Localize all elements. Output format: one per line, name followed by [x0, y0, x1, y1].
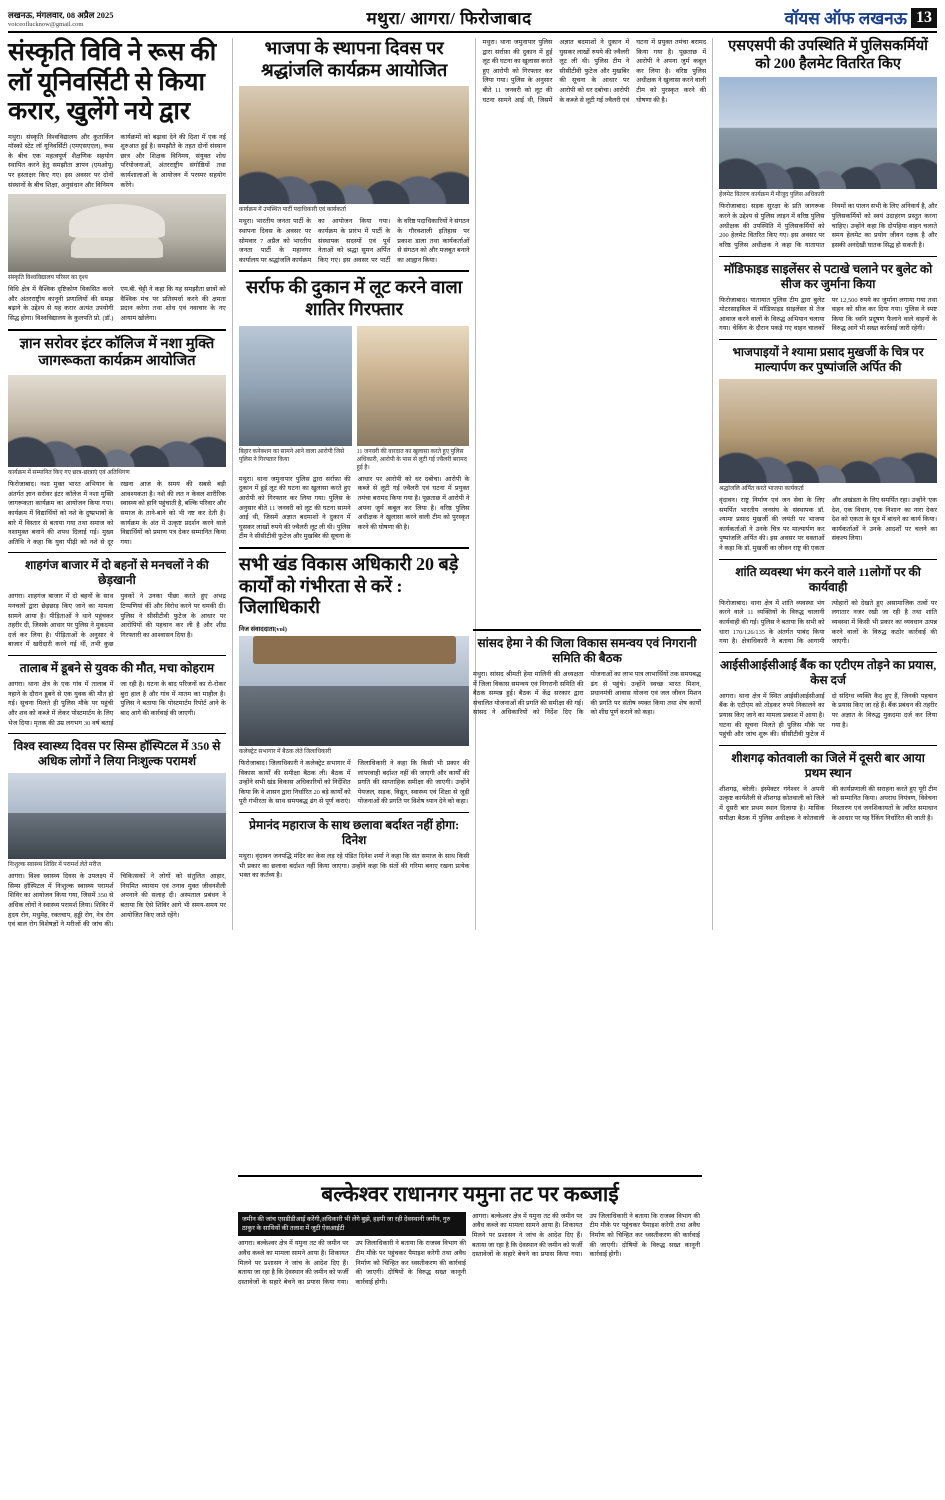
lead-body-text-2: विधि क्षेत्र में वैश्विक दृष्टिकोण विकसित करने और अंतरराष्ट्रीय कानूनी प्रणालियों की समझ बढ़ाने के उद्देश्य से यह करार अत्यंत उपयोगी सिद्ध होगा। विश्वविद्यालय के कुलपति प्रो. (डॉ.) एम.बी. चेट्टी ने कहा कि यह समझौता छात्रों को वैश्विक मंच पर प्रतिस्पर्धा करने की क्षमता प्रदान करेगा तथा शोध एवं नवाचार के नए आयाम खोलेगा।	[8, 286, 226, 323]
health-day-text: आगरा। विश्व स्वास्थ्य दिवस के उपलक्ष्य में सिम्स हॉस्पिटल में निःशुल्क स्वास्थ्य परामर्श शिविर का आयोजन किया गया, जिसमें 350 से अधिक लोगों ने स्वास्थ्य परामर्श लिया। शिविर में हृदय रोग, मधुमेह, रक्तचाप, हड्डी रोग, नेत्र रोग एवं बाल रोग विशेषज्ञों ने मरीजों की जांच की। चिकित्सकों ने लोगों को संतुलित आहार, नियमित व्यायाम एवं तनाव मुक्त जीवनशैली अपनाने की सलाह दी। अस्पताल प्रबंधन ने बताया कि ऐसे शिविर आगे भी समय-समय पर आयोजित किए जाते रहेंगे।	[8, 873, 226, 929]
soap-shop-caption-left: बिहार कनेक्शन का सामने आने वाला आरोपी जिसे पुलिस ने गिरफ्तार किया	[238, 448, 345, 463]
gyan-sarovar-body	[8, 480, 226, 547]
order11-headline: शांति व्यवस्था भंग करने वाले 11लोगों पर की कार्यवाही	[735, 564, 921, 594]
edition-title: मथुरा/ आगरा/ फिरोजाबाद	[366, 9, 532, 28]
lead-photo	[8, 194, 226, 272]
balkeshwar-body-left	[238, 1239, 466, 1474]
health-day-body	[8, 872, 226, 930]
bdo-byline: निज संवाददाता(vol)	[238, 625, 287, 633]
shahganj-body	[8, 592, 226, 650]
modified-silencer-text: फिरोजाबाद। यातायात पुलिस टीम द्वारा बुलेट मोटरसाइकिल में मॉडिफाइड साइलेंसर से तेज आवाज करने वालों के विरुद्ध अभियान चलाया गया। चेकिंग के दौरान पकड़े गए वाहन चालकों पर 12,500 रुपये का जुर्माना लगाया गया तथा वाहन को सीज कर दिया गया। पुलिस ने स्पष्ट किया कि ध्वनि प्रदूषण फैलाने वाले वाहनों के विरुद्ध आगे भी सख्त कार्रवाई जारी रहेगी।	[719, 296, 937, 333]
soap-shop-headline: सर्राफ की दुकान में लूट करने वाला शातिर गिरफ्तार	[245, 277, 463, 319]
mla-story-block	[473, 624, 701, 1190]
soap-shop-photo-right	[357, 326, 470, 446]
icici-headline: आईसीआईसीआई बैंक का एटीएम तोड़ने का प्रयास, केस दर्ज	[719, 657, 937, 687]
bjp-shyama-headline: भाजपाइयों ने श्यामा प्रसाद मुखर्जी के चित्र पर माल्यार्पण कर पुष्पांजलि अर्पित की	[732, 344, 924, 374]
bdo-photo	[239, 636, 470, 746]
gyan-sarovar-headline: ज्ञान सरोवर इंटर कॉलिज में नशा मुक्ति जागरूकता कार्यक्रम आयोजित	[19, 335, 215, 370]
police-helmet-body	[719, 202, 937, 250]
balkeshwar-text-left: आगरा। बल्केश्वर क्षेत्र में यमुना तट की जमीन पर अवैध कब्जे का मामला सामने आया है। शिकायत मिलने पर प्रशासन ने जांच के आदेश दिए हैं। बताया जा रहा है कि देवस्थान की जमीन को फर्जी दस्तावेजों के सहारे बेचने का प्रयास किया गया। उप जिलाधिकारी ने बताया कि राजस्व विभाग की टीम मौके पर पहुंचकर पैमाइश करेगी तथा अवैध निर्माण को चिन्हित कर ध्वस्तीकरण की कार्रवाई की जाएगी। दोषियों के विरुद्ध सख्त कानूनी कार्रवाई होगी।	[238, 1240, 466, 1286]
column-four	[719, 38, 937, 930]
gyan-sarovar-photo	[8, 375, 226, 467]
masthead-right	[785, 6, 937, 29]
police-helmet-caption: हेलमेट वितरण कार्यक्रम में मौजूद पुलिस अधिकारी	[719, 192, 825, 199]
masthead	[8, 6, 937, 33]
bjp-story-text: मथुरा। भारतीय जनता पार्टी के स्थापना दिवस के अवसर पर सोमवार 7 अप्रैल को भारतीय जनता पार्टी के महानगर कार्यालय पर श्रद्धांजलि कार्यक्रम का आयोजन किया गया। कार्यक्रम के प्रारंभ में पार्टी के संस्थापक सदस्यों एवं पूर्व नेताओं को श्रद्धा सुमन अर्पित किए गए। इस अवसर पर पार्टी के वरिष्ठ पदाधिकारियों ने संगठन के गौरवशाली इतिहास पर प्रकाश डाला तथा कार्यकर्ताओं से संगठन को और मजबूत बनाने का आह्वान किया।	[238, 218, 470, 264]
sheeshgarh-text: शीशगढ़, बरेली। इंस्पेक्टर गंगेश्वर ने अपनी उत्कृष्ट कार्यशैली से शीशगढ़ कोतवाली को जिले में दूसरी बार प्रथम स्थान दिलाया है। मासिक समीक्षा बैठक में पुलिस अधीक्षक ने कोतवाली की कार्यप्रणाली की सराहना करते हुए पूरी टीम को सम्मानित किया। अपराध नियंत्रण, विवेचना निस्तारण एवं जनशिकायतों के त्वरित समाधान के आधार पर यह रैंकिंग निर्धारित की जाती है।	[719, 785, 937, 822]
balkeshwar-block	[238, 1170, 702, 1474]
police-helmet-photo	[719, 77, 937, 189]
balkeshwar-strip: जमीन की जांच एसडीडीआई करेंगी,अधिकारी भी लेंगे बुझे, हड़पी जा रही देवस्थानी जमीन, गुरु ठाकुर के साथियों की तलाश में जुटी ऐसआईटी	[238, 1212, 466, 1237]
balkeshwar-body-right	[472, 1212, 700, 1474]
column-three-overflow	[482, 38, 706, 673]
balkeshwar-cols	[238, 1212, 702, 1475]
bjp-story-photo	[239, 86, 470, 204]
soap-shop-photo-right-wrap	[357, 326, 470, 472]
balkeshwar-headline: बल्केश्वर राधानगर यमुना तट पर कब्जाई	[321, 1182, 619, 1206]
lead-photo-caption: संस्कृति विश्वविद्यालय परिसर का दृश्य	[8, 275, 88, 282]
pond-death-headline: तालाब में डूबने से युवक की मौत, मचा कोहराम	[19, 661, 215, 676]
mla-text: मथुरा। सांसद श्रीमती हेमा मालिनी की अध्यक्षता में जिला विकास समन्वय एवं निगरानी समिति की बैठक सम्पन्न हुई। बैठक में केंद्र सरकार द्वारा संचालित योजनाओं की प्रगति की समीक्षा की गई। सांसद ने अधिकारियों को निर्देश दिए कि योजनाओं का लाभ पात्र लाभार्थियों तक समयबद्ध ढंग से पहुंचे। उन्होंने स्वच्छ भारत मिशन, प्रधानमंत्री आवास योजना एवं जल जीवन मिशन की प्रगति पर संतोष व्यक्त किया तथा शेष कार्यों को शीघ्र पूर्ण कराने को कहा।	[473, 671, 701, 717]
soap-shop-photo-row	[239, 326, 470, 472]
premanand-text: मथुरा। वृंदावन जनपद्धि मंदिर का केस लड़ रहे पंडित दिनेश शर्मा ने कहा कि संत समाज के साथ किसी भी प्रकार का छलावा बर्दाश्त नहीं किया जाएगा। उन्होंने कहा कि संतों की गरिमा बनाए रखना प्रत्येक भक्त का कर्तव्य है।	[238, 852, 470, 880]
health-day-headline: विश्व स्वास्थ्य दिवस पर सिम्स हॉस्पिटल में 350 से अधिक लोगों ने लिया निःशुल्क परामर्श	[13, 739, 221, 769]
column-three-text: मथुरा। थाना जमुनापार पुलिस द्वारा सर्राफ़ा की दुकान में हुई लूट की घटना का खुलासा करते हुए आरोपी को गिरफ्तार कर लिया गया। पुलिस के अनुसार बीते 11 जनवरी को लूट की घटना सामने आई थी, जिसमें अज्ञात बदमाशों ने दुकान में घुसकर लाखों रुपये की ज्वैलरी लूट ली थी। पुलिस टीम ने सीसीटीवी फुटेज और मुखबिर की सूचना के आधार पर आरोपी को धर दबोचा। आरोपी के कब्जे से लूटी गई ज्वैलरी एवं घटना में प्रयुक्त तमंचा बरामद किया गया है। पूछताछ में आरोपी ने अपना जुर्म कबूल कर लिया है। वरिष्ठ पुलिस अधीक्षक ने खुलासा करने वाली टीम को पुरस्कृत करने की घोषणा की है।	[482, 39, 707, 104]
soap-shop-photo-left-wrap	[239, 326, 352, 472]
order11-text: फिरोजाबाद। थाना क्षेत्र में शांति व्यवस्था भंग करने वाले 11 व्यक्तियों के विरुद्ध चालानी कार्यवाही की गई। पुलिस ने बताया कि सभी को धारा 170/126/135 के अंतर्गत पाबंद किया गया है। क्षेत्राधिकारी ने बताया कि आगामी त्योहारों को देखते हुए असामाजिक तत्वों पर लगातार नजर रखी जा रही है तथा शांति व्यवस्था में किसी भी प्रकार का व्यवधान उत्पन्न करने वालों के विरुद्ध कठोर कार्रवाई की जाएगी।	[719, 599, 937, 646]
publication-date: लखनऊ, मंगलवार, 08 अप्रैल 2025	[8, 10, 114, 21]
modified-silencer-body	[719, 296, 937, 334]
balkeshwar-text-right: आगरा। बल्केश्वर क्षेत्र में यमुना तट की जमीन पर अवैध कब्जे का मामला सामने आया है। शिकायत मिलने पर प्रशासन ने जांच के आदेश दिए हैं। बताया जा रहा है कि देवस्थान की जमीन को फर्जी दस्तावेजों के सहारे बेचने का प्रयास किया गया। उप जिलाधिकारी ने बताया कि राजस्व विभाग की टीम मौके पर पहुंचकर पैमाइश करेगी तथा अवैध निर्माण को चिन्हित कर ध्वस्तीकरण की कार्रवाई की जाएगी। दोषियों के विरुद्ध सख्त कानूनी कार्रवाई होगी।	[472, 1212, 700, 1259]
sheeshgarh-body	[719, 785, 937, 823]
modified-silencer-headline: मॉडिफाइड साइलेंसर से पटाखे चलाने पर बुलेट को सीज कर जुर्माना किया	[723, 261, 933, 291]
balkeshwar-left	[238, 1212, 466, 1475]
icici-text: आगरा। थाना क्षेत्र में स्थित आईसीआईसीआई बैंक के एटीएम को तोड़कर रुपये निकालने का प्रयास किए जाने का मामला प्रकाश में आया है। घटना की सूचना मिलते ही पुलिस मौके पर पहुंची और जांच शुरू की। सीसीटीवी फुटेज में दो संदिग्ध व्यक्ति कैद हुए हैं, जिनकी पहचान के प्रयास किए जा रहे हैं। बैंक प्रबंधन की तहरीर पर अज्ञात के विरुद्ध मुकदमा दर्ज कर लिया गया है।	[719, 692, 937, 739]
gyan-sarovar-caption: कार्यक्रम में सम्मानित किए गए छात्र-छात्राएं एवं अतिथिगण	[8, 470, 130, 477]
lead-body-text: मथुरा। संस्कृति विश्वविद्यालय और कुतार्किन मॉस्को स्टेट लॉ यूनिवर्सिटी (एमएसएएल), रूस के बीच एक महत्वपूर्ण शैक्षणिक सहयोग स्थापित करने हेतु समझौता ज्ञापन (एमओयू) पर हस्ताक्षर किए गए। इस अवसर पर दोनों संस्थानों के बीच शिक्षा, अनुसंधान और विनिमय कार्यक्रमों को बढ़ावा देने की दिशा में एक नई शुरुआत हुई है। समझौते के तहत दोनों संस्थान छात्र और शिक्षक विनिमय, संयुक्त शोध परियोजनाओं, अंतरराष्ट्रीय संगोष्ठियों तथा कार्यशालाओं के आयोजन में परस्पर सहयोग करेंगे।	[8, 133, 226, 189]
health-day-caption: निःशुल्क स्वास्थ्य शिविर में परामर्श लेते मरीज	[8, 862, 101, 869]
bjp-story-caption: कार्यक्रम में उपस्थित पार्टी पदाधिकारी एवं कार्यकर्ता	[238, 207, 346, 214]
mla-body	[473, 670, 701, 1190]
icici-body	[719, 692, 937, 740]
soap-shop-body	[239, 475, 470, 542]
bjp-shyama-text: वृंदावन। राष्ट्र निर्माण एवं जन सेवा के लिए समर्पित भारतीय जनसंघ के संस्थापक डॉ. श्यामा प्रसाद मुखर्जी की जयंती पर भाजपा कार्यकर्ताओं ने उनके चित्र पर माल्यार्पण कर पुष्पांजलि अर्पित की। इस अवसर पर वक्ताओं ने कहा कि डॉ. मुखर्जी का जीवन राष्ट्र की एकता और अखंडता के लिए समर्पित रहा। उन्होंने 'एक देश, एक विधान, एक निशान' का नारा देकर देश को एकता के सूत्र में बांधने का कार्य किया। कार्यकर्ताओं ने उनके आदर्शों पर चलने का संकल्प लिया।	[719, 497, 937, 553]
bdo-body	[239, 759, 470, 807]
premanand-headline: प्रेमानंद महाराज के साथ छलावा बर्दाश्त नहीं होगा: दिनेश	[249, 817, 460, 847]
column-three-spacer	[482, 38, 706, 678]
sheeshgarh-headline: शीशगढ़ कोतवाली का जिले में दूसरी बार आया प्रथम स्थान	[731, 750, 925, 780]
column-one	[8, 38, 226, 930]
bjp-shyama-body	[719, 496, 937, 554]
shahganj-headline: शाहगंज बाजार में दो बहनों से मनचलों ने की छेड़खानी	[25, 558, 209, 588]
soap-shop-caption-right: 11 जनवरी की वारदात का खुलासा करते हुए पुलिस अधिकारी, आरोपी के पास से लूटी गई ज्वैलरी बरामद हुई है।	[356, 448, 467, 471]
bjp-shyama-photo	[719, 379, 937, 483]
gyan-sarovar-text: फिरोजाबाद। नशा मुक्त भारत अभियान के अंतर्गत ज्ञान सरोवर इंटर कॉलेज में नशा मुक्ति जागरूकता कार्यक्रम का आयोजन किया गया। कार्यक्रम में विद्यार्थियों को नशे के दुष्प्रभावों के बारे में विस्तार से बताया गया तथा समाज को नशामुक्त बनाने की शपथ दिलाई गई। मुख्य अतिथि ने कहा कि युवा पीढ़ी को नशे से दूर रखना आज के समय की सबसे बड़ी आवश्यकता है। नशे की लत न केवल शारीरिक स्वास्थ्य को हानि पहुंचाती है, बल्कि परिवार और समाज के ताने-बाने को भी नष्ट कर देती है। कार्यक्रम के अंत में उत्कृष्ट प्रदर्शन करने वाले विद्यार्थियों को प्रमाण पत्र देकर सम्मानित किया गया।	[8, 481, 226, 546]
bjp-shyama-caption: श्रद्धांजलि अर्पित करते भाजपा कार्यकर्ता	[719, 485, 804, 492]
shahganj-text: आगरा। शाहगंज बाजार में दो बहनों के साथ मनचलों द्वारा छेड़छाड़ किए जाने का मामला सामने आया है। पीड़िताओं ने थाने पहुंचकर तहरीर दी, जिसके आधार पर पुलिस ने मुकदमा दर्ज कर लिया है। पीड़िताओं के अनुसार वे बाजार में खरीदारी करने गई थीं, तभी कुछ युवकों ने उनका पीछा करते हुए अभद्र टिप्पणियां कीं और विरोध करने पर धमकी दी। पुलिस ने सीसीटीवी फुटेज के आधार पर आरोपियों की पहचान कर ली है और शीघ्र गिरफ्तारी का आश्वासन दिया है।	[8, 593, 226, 649]
mla-headline: सांसद हेमा ने की जिला विकास समन्वय एवं निगरानी समिति की बैठक	[477, 636, 697, 665]
premanand-body	[239, 852, 470, 881]
bdo-headline: सभी खंड विकास अधिकारी 20 बड़े कार्यों को गंभीरता से करें : जिलाधिकारी	[238, 554, 459, 618]
masthead-left	[8, 10, 114, 29]
bdo-caption: कलेक्ट्रेट सभागार में बैठक लेते जिलाधिकारी	[238, 748, 332, 755]
column-divider-3	[712, 38, 713, 930]
lead-headline: संस्कृति विवि ने रूस की लॉ यूनिवर्सिटी से किया करार, खुलेंगे नये द्वार	[8, 39, 217, 125]
bjp-story-body	[239, 217, 470, 265]
bdo-text: फिरोजाबाद। जिलाधिकारी ने कलेक्ट्रेट सभागार में विकास कार्यों की समीक्षा बैठक ली। बैठक में उन्होंने सभी खंड विकास अधिकारियों को निर्देशित किया कि वे शासन द्वारा निर्धारित 20 बड़े कार्यों को पूरी गंभीरता के साथ समयबद्ध ढंग से पूर्ण कराएं। जिलाधिकारी ने कहा कि किसी भी प्रकार की लापरवाही बर्दाश्त नहीं की जाएगी और कार्यों की प्रगति की साप्ताहिक समीक्षा की जाएगी। उन्होंने पेयजल, सड़क, विद्युत, स्वास्थ्य एवं शिक्षा से जुड़ी योजनाओं की प्रगति पर विशेष ध्यान देने को कहा।	[238, 759, 470, 806]
lead-body-top	[8, 133, 226, 191]
contact-email: voiceoflucknow@gmail.com	[8, 20, 84, 28]
order11-body	[719, 599, 937, 647]
lead-body-bottom	[8, 285, 226, 323]
pond-death-text: आगरा। थाना क्षेत्र के एक गांव में तालाब में नहाने के दौरान डूबने से एक युवक की मौत हो गई। सूचना मिलते ही पुलिस मौके पर पहुंची और शव को कब्जे में लेकर पोस्टमार्टम के लिए भेज दिया। मृतक की उम्र लगभग 30 वर्ष बताई जा रही है। घटना के बाद परिजनों का रो-रोकर बुरा हाल है और गांव में मातम का माहौल है। पुलिस ने बताया कि पोस्टमार्टम रिपोर्ट आने के बाद आगे की कार्रवाई की जाएगी।	[8, 681, 226, 727]
police-helmet-text: फिरोजाबाद। सड़क सुरक्षा के प्रति जागरूक करने के उद्देश्य से पुलिस लाइन में वरिष्ठ पुलिस अधीक्षक की उपस्थिति में पुलिसकर्मियों को 200 हेलमेट वितरित किए गए। इस अवसर पर वरिष्ठ पुलिस अधीक्षक ने कहा कि यातायात नियमों का पालन सभी के लिए अनिवार्य है, और पुलिसकर्मियों को स्वयं उदाहरण प्रस्तुत करना चाहिए। उन्होंने कहा कि दोपहिया वाहन चलाते समय हेलमेट का प्रयोग जीवन रक्षक है और इसकी अनदेखी घातक सिद्ध हो सकती है।	[719, 203, 937, 249]
balkeshwar-right	[472, 1212, 700, 1475]
paper-logo: वॉयस ऑफ लखनऊ	[784, 9, 907, 28]
health-day-photo	[8, 773, 226, 859]
pond-death-body	[8, 680, 226, 728]
column-two	[239, 38, 470, 930]
soap-shop-photo-left	[239, 326, 352, 446]
bjp-story-headline: भाजपा के स्थापना दिवस पर श्रद्धांजलि कार्यक्रम आयोजित	[260, 38, 448, 80]
column-divider-1	[232, 38, 233, 930]
police-helmet-headline: एसएसपी की उपस्थिति में पुलिसकर्मियों को 200 हैलमेट वितरित किए	[728, 38, 928, 72]
page-number: 13	[911, 8, 937, 28]
soap-shop-text: मथुरा। थाना जमुनापार पुलिस द्वारा सर्राफ़ा की दुकान में हुई लूट की घटना का खुलासा करते हुए आरोपी को गिरफ्तार कर लिया गया। पुलिस के अनुसार बीते 11 जनवरी को लूट की घटना सामने आई थी, जिसमें अज्ञात बदमाशों ने दुकान में घुसकर लाखों रुपये की ज्वैलरी लूट ली थी। पुलिस टीम ने सीसीटीवी फुटेज और मुखबिर की सूचना के आधार पर आरोपी को धर दबोचा। आरोपी के कब्जे से लूटी गई ज्वैलरी एवं घटना में प्रयुक्त तमंचा बरामद किया गया है। पूछताछ में आरोपी ने अपना जुर्म कबूल कर लिया है। वरिष्ठ पुलिस अधीक्षक ने खुलासा करने वाली टीम को पुरस्कृत करने की घोषणा की है।	[238, 475, 470, 541]
